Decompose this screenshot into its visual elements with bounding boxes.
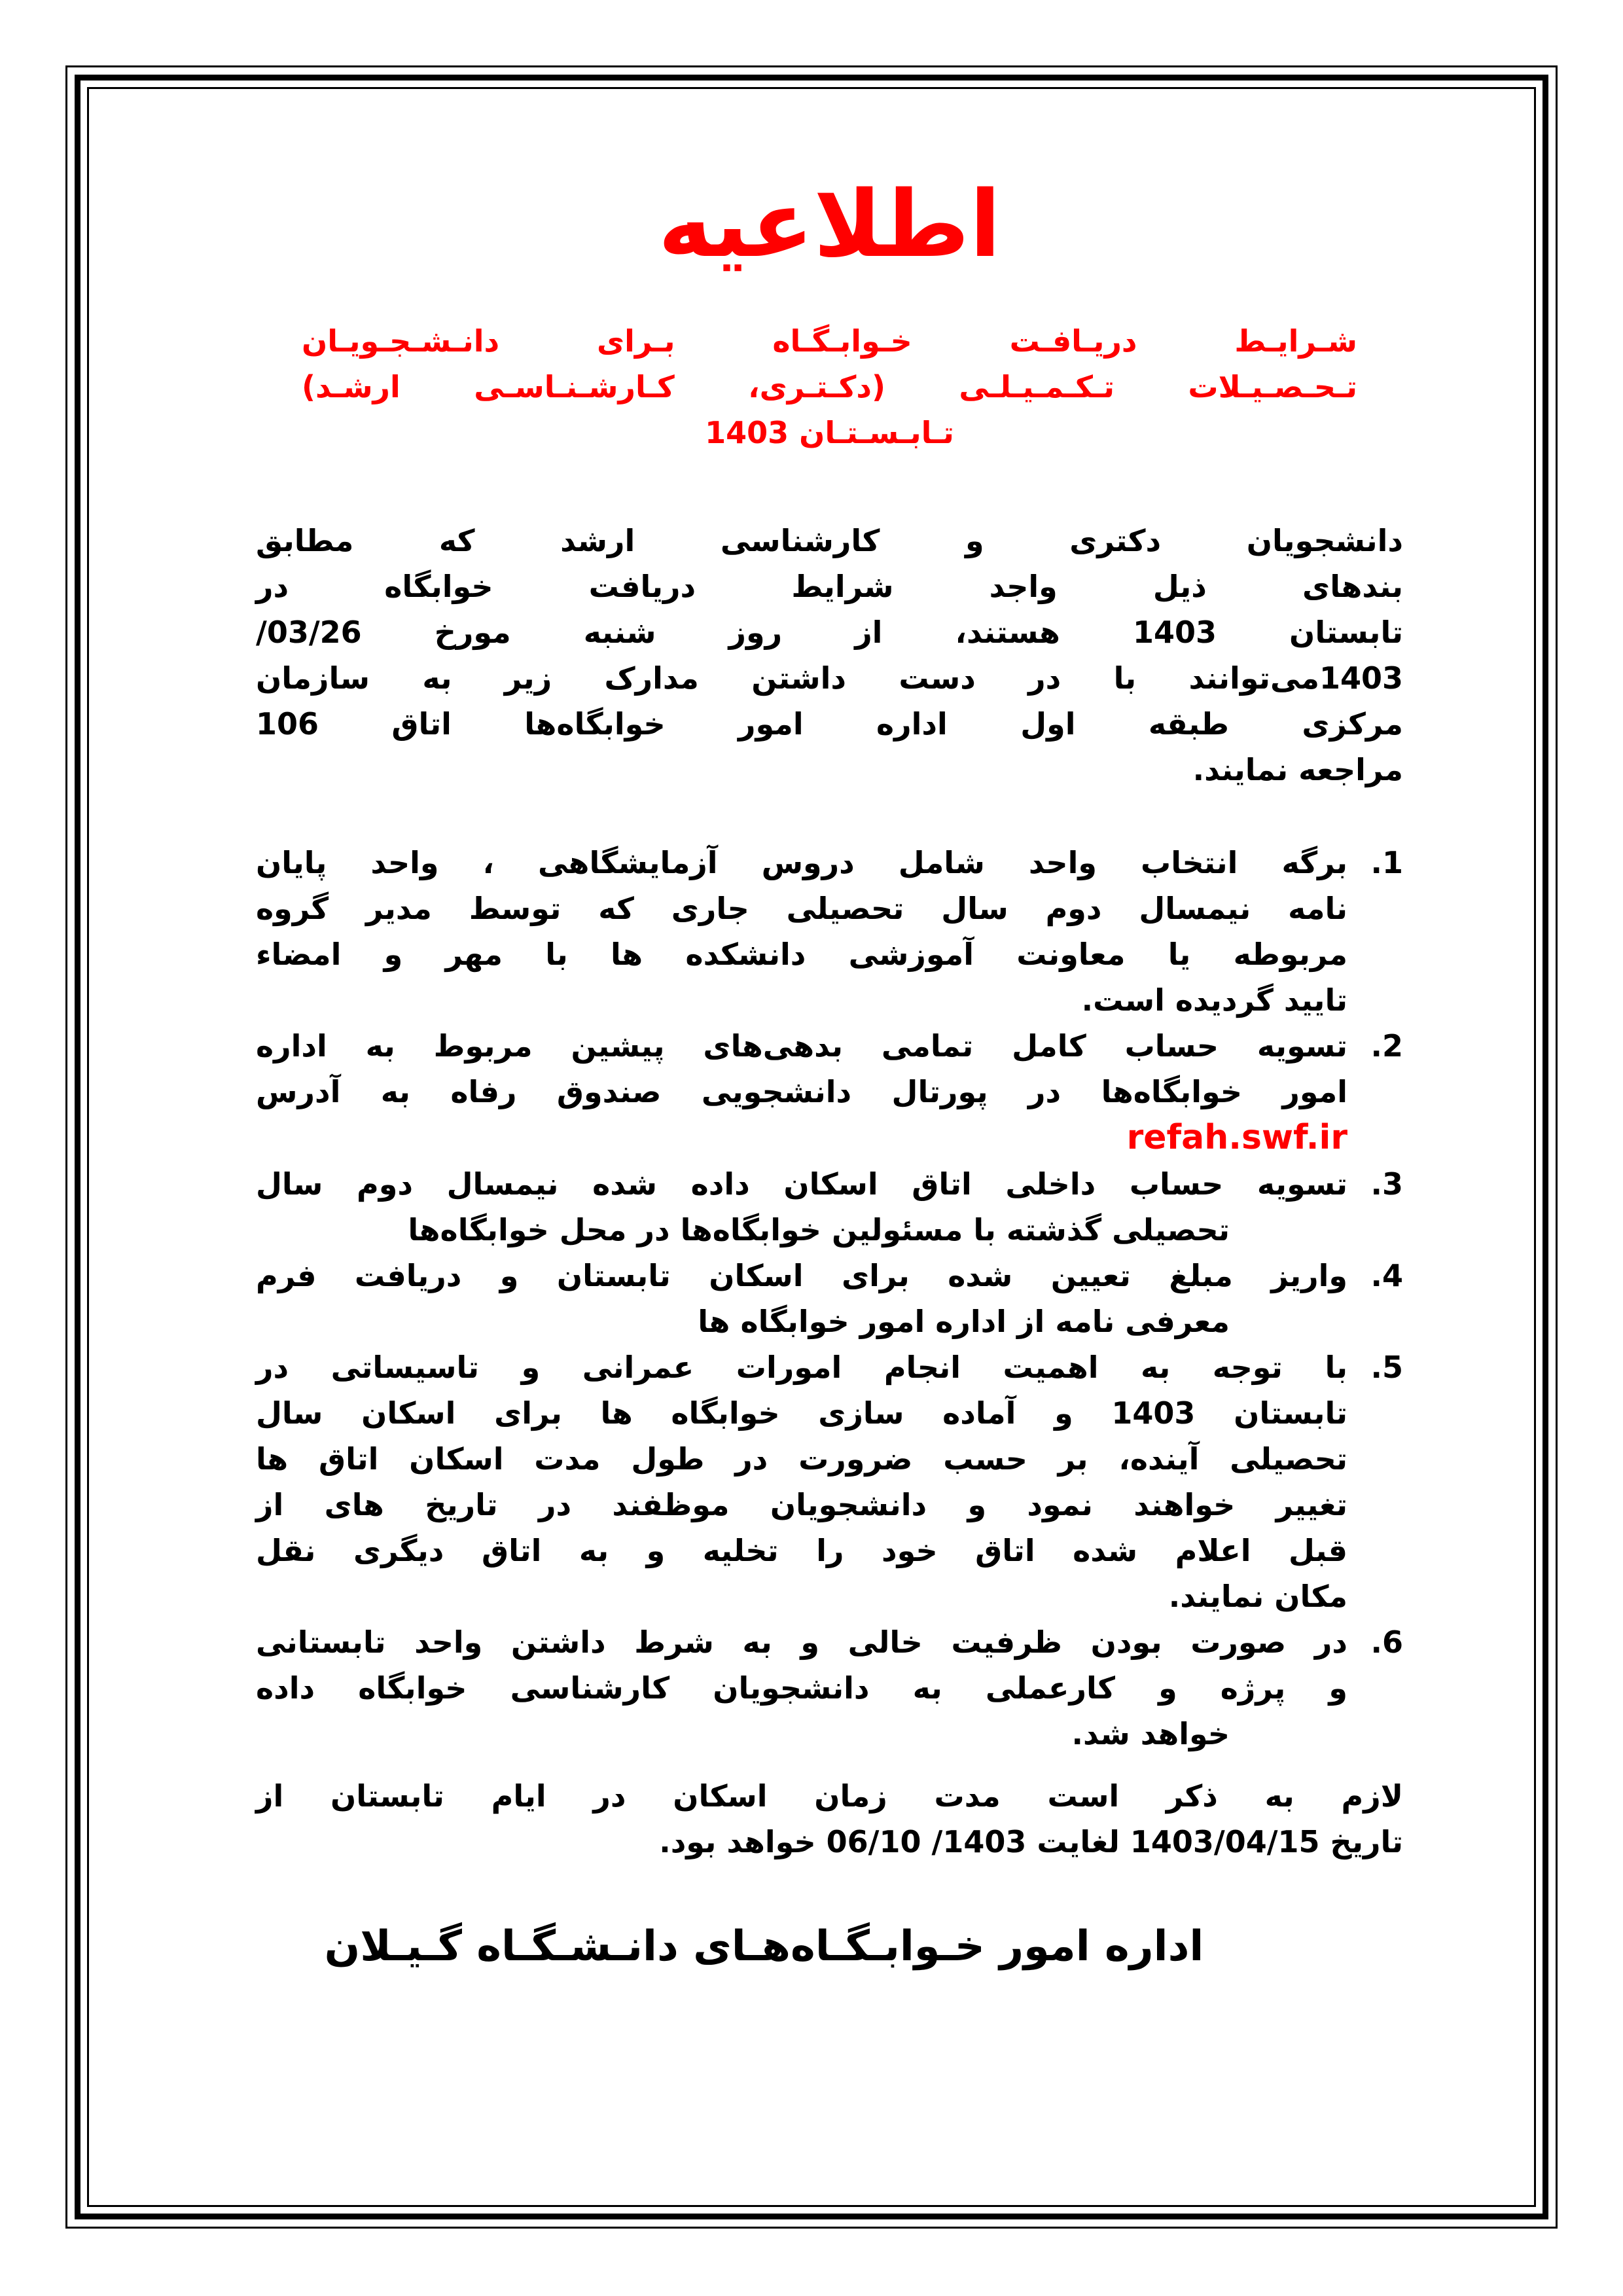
item-line: با توجه به اهمیت انجام امورات عمرانی و تاسیساتی در bbox=[256, 1350, 1347, 1385]
item-line: تحصیلی آینده، بر حسب ضرورت در طول مدت اسکان اتاق ها bbox=[256, 1441, 1347, 1477]
item-number: 5. bbox=[1370, 1350, 1403, 1385]
item-line: در صورت بودن ظرفیت خالی و به شرط داشتن واحد تابستانی bbox=[256, 1624, 1347, 1660]
list-item-6 bbox=[256, 1619, 1403, 1757]
subtitle-line: تـحـصـیـلات تـکـمـیـلـی (دکـتـری، کـارشـنـاسـی ارشـد) bbox=[302, 369, 1357, 404]
item-line: برگه انتخاب واحد شامل دروس آزمایشگاهی ، واحد پایان bbox=[256, 845, 1347, 880]
note-line: لازم به ذکر است مدت زمان اسکان در ایام تابستان از bbox=[256, 1778, 1403, 1814]
item-number: 3. bbox=[1370, 1166, 1403, 1202]
item-line: قبل اعلام شده اتاق خود را تخلیه و به اتاق دیگری نقل bbox=[256, 1533, 1347, 1568]
item-number: 2. bbox=[1370, 1028, 1403, 1064]
intro-line: دانشجویان دکتری و کارشناسی ارشد که مطابق bbox=[256, 523, 1403, 558]
list-item-4 bbox=[256, 1253, 1403, 1344]
intro-line: 1403می‌توانند با در دست داشتن مدارک زیر به سازمان bbox=[256, 660, 1403, 696]
intro-line: مراجعه نمایند. bbox=[1192, 752, 1403, 787]
item-line: خواهد شد. bbox=[1071, 1716, 1230, 1751]
document-subtitle bbox=[256, 318, 1403, 456]
item-number: 6. bbox=[1370, 1624, 1403, 1660]
item-line bbox=[256, 1115, 1347, 1161]
intro-line: بندهای ذیل واجد شرایط دریافت خوابگاه در bbox=[256, 569, 1403, 604]
item-line: تایید گردیده است. bbox=[1081, 982, 1347, 1018]
item-line: واریز مبلغ تعیین شده برای اسکان تابستان و دریافت فرم bbox=[256, 1258, 1347, 1293]
item-line: تغییر خواهند نمود و دانشجویان موظفند در تاریخ های از bbox=[256, 1487, 1347, 1522]
intro-line: تابستان 1403 هستند، از روز شنبه مورخ 03/26/ bbox=[256, 615, 1403, 650]
item-number: 4. bbox=[1370, 1258, 1403, 1293]
item-line: تابستان 1403 و آماده سازی خوابگاه ها برای اسکان سال bbox=[256, 1395, 1348, 1431]
subtitle-line: شـرایـط دریـافـت خـوابـگـاه بـرای دانـشـجـویـان bbox=[302, 323, 1357, 359]
inner-border-frame bbox=[87, 87, 1536, 2207]
item-line: نامه نیمسال دوم سال تحصیلی جاری که توسط مدیر گروه bbox=[256, 891, 1347, 926]
list-item-3 bbox=[256, 1161, 1403, 1253]
item-line: و پرژه و کارعملی به دانشجویان کارشناسی خوابگاه داده bbox=[256, 1670, 1347, 1706]
item-line: تسویه حساب کامل تمامی بدهی‌های پیشین مربوط به اداره bbox=[256, 1028, 1347, 1064]
note-line: تاریخ 1403/04/15 لغایت 1403/ 06/10 خواهد بود. bbox=[659, 1824, 1403, 1859]
intro-line: مرکزی طبقه اول اداره امور خوابگاه‌ها اتاق 106 bbox=[256, 706, 1403, 742]
item-number: 1. bbox=[1370, 845, 1403, 880]
middle-border-frame bbox=[75, 75, 1548, 2219]
closing-note bbox=[256, 1773, 1403, 1865]
document-content bbox=[89, 168, 1534, 1979]
list-item-1 bbox=[256, 840, 1403, 1023]
item-line: امور خوابگاه‌ها در پورتال دانشجویی صندوق رفاه به آدرس bbox=[256, 1074, 1347, 1109]
page-title: اطلاعیه bbox=[658, 171, 1001, 278]
refah-portal-link[interactable]: refah.swf.ir bbox=[1126, 1118, 1347, 1157]
intro-paragraph bbox=[256, 518, 1403, 793]
item-line: تحصیلی گذشته با مسئولین خوابگاه‌ها در محل خوابگاه‌ها bbox=[408, 1212, 1230, 1247]
item-line: تسویه حساب داخلی اتاق اسکان داده شده نیمسال دوم سال bbox=[256, 1166, 1347, 1202]
signature: اداره امور خـوابـگـاه‌هـای دانـشـگـاه گـیـلان bbox=[324, 1922, 1204, 1971]
item-line: مکان نمایند. bbox=[1168, 1579, 1347, 1614]
item-line: مربوطه یا معاونت آموزشی دانشکده ها با مهر و امضاء bbox=[256, 937, 1347, 972]
item-line: معرفی نامه از اداره امور خوابگاه ها bbox=[698, 1304, 1230, 1339]
subtitle-line: تـابـسـتـان 1403 bbox=[705, 415, 954, 450]
conditions-list bbox=[256, 840, 1403, 1757]
outer-border-frame bbox=[65, 65, 1558, 2229]
list-item-2 bbox=[256, 1023, 1403, 1161]
list-item-5 bbox=[256, 1344, 1403, 1619]
